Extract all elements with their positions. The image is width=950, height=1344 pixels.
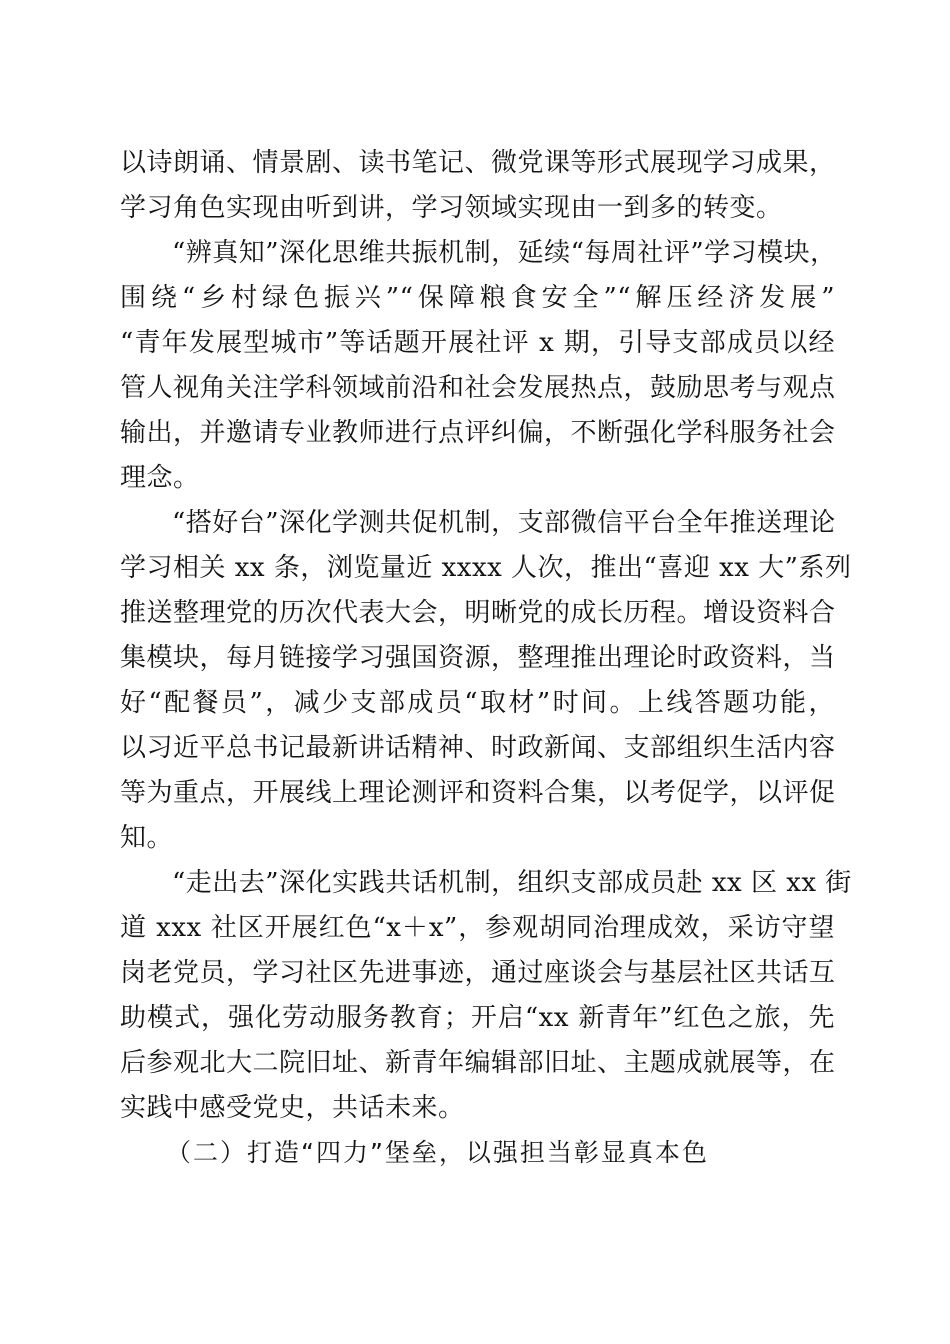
section-heading: （二）打造“四力”堡垒，以强担当彰显真本色: [166, 1138, 709, 1167]
paragraph-2-line-3: “青年发展型城市”等话题开展社评 x 期，引导支部成员以经: [120, 328, 835, 358]
paragraph-4-line-4: 助模式，强化劳动服务教育；开启“xx 新青年”红色之旅，先: [120, 1003, 835, 1033]
paragraph-1-line-2: 学习角色实现由听到讲，学习领域实现由一到多的转变。: [120, 193, 783, 223]
paragraph-3-line-3: 推送整理党的历次代表大会，明晰党的成长历程。增设资料合: [120, 598, 836, 628]
paragraph-3-line-1: “搭好台”深化学测共促机制，支部微信平台全年推送理论: [172, 508, 836, 538]
paragraph-4-line-5: 后参观北大二院旧址、新青年编辑部旧址、主题成就展等，在: [120, 1048, 836, 1078]
paragraph-2-line-6: 理念。: [120, 463, 200, 493]
paragraph-4-line-6: 实践中感受党史，共话未来。: [120, 1093, 465, 1123]
paragraph-3-line-4: 集模块，每月链接学习强国资源，整理推出理论时政资料，当: [120, 643, 836, 673]
paragraph-3-line-2: 学习相关 xx 条，浏览量近 xxxx 人次，推出“喜迎 xx 大”系列: [120, 553, 852, 583]
paragraph-1-line-1: 以诗朗诵、情景剧、读书笔记、微党课等形式展现学习成果，: [120, 148, 836, 178]
paragraph-4-line-3: 岗老党员，学习社区先进事迹，通过座谈会与基层社区共话互: [120, 958, 836, 988]
paragraph-2-line-2: 围绕“乡村绿色振兴”“保障粮食安全”“解压经济发展”: [120, 283, 835, 313]
paragraph-3-line-6: 以习近平总书记最新讲话精神、时政新闻、支部组织生活内容: [120, 733, 836, 763]
paragraph-2-line-1: “辨真知”深化思维共振机制，延续“每周社评”学习模块，: [172, 238, 837, 268]
paragraph-4-line-1: “走出去”深化实践共话机制，组织支部成员赴 xx 区 xx 街: [172, 868, 852, 898]
paragraph-2-line-5: 输出，并邀请专业教师进行点评纠偏，不断强化学科服务社会: [120, 418, 836, 448]
paragraph-4-line-2: 道 xxx 社区开展红色“x＋x”，参观胡同治理成效，采访守望: [120, 913, 835, 943]
paragraph-3-line-5: 好“配餐员”，减少支部成员“取材”时间。上线答题功能，: [120, 688, 835, 718]
paragraph-3-line-8: 知。: [120, 823, 174, 853]
paragraph-2-line-4: 管人视角关注学科领域前沿和社会发展热点，鼓励思考与观点: [120, 373, 836, 403]
paragraph-3-line-7: 等为重点，开展线上理论测评和资料合集，以考促学，以评促: [120, 778, 836, 808]
